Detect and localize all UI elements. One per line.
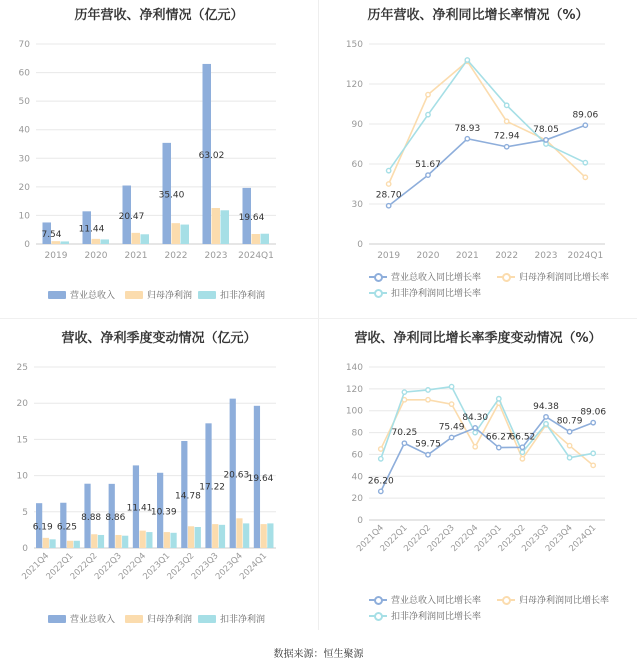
data-point [426, 398, 430, 402]
x-tick-label: 2024Q1 [238, 551, 270, 582]
data-point [449, 402, 453, 406]
y-tick-label: 60 [351, 160, 363, 170]
data-point [426, 173, 430, 177]
legend-label: 营业总收入 [70, 615, 116, 625]
data-point [544, 415, 548, 419]
x-tick-label: 2023Q2 [165, 551, 197, 582]
legend-item[interactable] [369, 593, 481, 606]
data-label: 14.78 [175, 491, 201, 502]
data-label: 70.25 [391, 428, 418, 439]
x-tick-label: 2021Q4 [354, 523, 386, 554]
chart-legend [0, 612, 318, 628]
bar [261, 524, 267, 548]
data-point [504, 119, 508, 123]
x-tick-label: 2024Q1 [238, 251, 274, 261]
data-point [583, 123, 587, 127]
data-point [583, 175, 587, 179]
data-point [465, 137, 469, 141]
bar [74, 541, 80, 548]
data-point [520, 457, 524, 461]
y-tick-label: 0 [24, 240, 30, 250]
legend-swatch [497, 595, 515, 605]
data-label: 11.41 [126, 503, 153, 514]
data-point [426, 112, 430, 116]
data-label: 66.52 [509, 432, 536, 443]
data-point [591, 463, 595, 467]
data-source-note: 数据来源：恒生聚源 [273, 649, 364, 660]
legend-swatch [48, 291, 66, 299]
bar [146, 532, 152, 548]
bar [261, 234, 270, 244]
data-label: 19.64 [238, 212, 265, 223]
x-tick-label: 2019 [377, 251, 401, 261]
data-label: 78.93 [454, 123, 481, 134]
legend-label: 扣非净利润同比增长率 [391, 612, 482, 622]
chart-plot [319, 0, 637, 270]
data-point [591, 420, 595, 424]
chart-title: 营收、净利季度变动情况（亿元） [61, 331, 257, 346]
bar [132, 233, 141, 244]
data-label: 94.38 [533, 401, 559, 412]
data-label: 8.86 [105, 512, 126, 523]
legend-label: 营业总收入同比增长率 [391, 596, 482, 606]
y-tick-label: 60 [351, 450, 363, 461]
bar [141, 234, 150, 244]
bar [212, 524, 218, 548]
chart-plot [0, 319, 318, 609]
y-tick-label: 0 [22, 544, 28, 554]
bar [115, 535, 121, 548]
bar [67, 541, 73, 548]
legend-label: 营业总收入同比增长率 [391, 273, 482, 283]
data-point [402, 441, 406, 445]
y-tick-label: 30 [351, 200, 363, 210]
chart-quarterly-growth [319, 319, 637, 630]
bar [164, 532, 170, 548]
legend-label: 扣非净利润 [220, 291, 266, 301]
y-tick-label: 20 [351, 494, 363, 505]
chart-plot [319, 319, 637, 591]
data-point [583, 160, 587, 164]
x-tick-label: 2024Q1 [567, 523, 599, 554]
y-tick-label: 40 [351, 472, 363, 483]
data-point [379, 489, 383, 493]
y-tick-label: 120 [345, 384, 363, 395]
x-tick-label: 2023Q4 [543, 523, 575, 554]
y-tick-label: 30 [18, 154, 30, 165]
legend-label: 归母净利润 [147, 615, 193, 625]
data-point [473, 445, 477, 449]
x-tick-label: 2024Q1 [567, 251, 604, 261]
x-tick-label: 2020 [84, 251, 108, 261]
y-tick-label: 40 [18, 125, 30, 136]
bar [122, 536, 128, 548]
data-point [426, 388, 430, 392]
legend-label: 扣非净利润同比增长率 [391, 289, 482, 299]
x-tick-label: 2023Q2 [496, 523, 528, 554]
data-label: 28.70 [375, 190, 402, 201]
legend-label: 营业总收入 [70, 291, 116, 301]
y-tick-label: 100 [345, 406, 363, 417]
x-tick-label: 2023 [534, 251, 558, 261]
data-point [379, 457, 383, 461]
data-label: 80.79 [556, 416, 583, 427]
legend-swatch [369, 272, 387, 282]
y-tick-label: 10 [16, 471, 28, 482]
data-point [473, 430, 477, 434]
bar [172, 223, 181, 244]
y-tick-label: 120 [345, 80, 363, 90]
data-point [544, 138, 548, 142]
legend-label: 归母净利润同比增长率 [519, 596, 610, 606]
data-point [497, 396, 501, 400]
x-tick-label: 2022Q4 [449, 523, 481, 554]
bar [101, 239, 110, 244]
data-label: 20.47 [118, 211, 145, 222]
data-point [402, 390, 406, 394]
y-tick-label: 25 [16, 363, 28, 373]
data-label: 11.44 [78, 224, 105, 235]
legend-item[interactable] [369, 270, 481, 283]
y-tick-label: 0 [357, 516, 363, 526]
data-point [504, 145, 508, 149]
bar [43, 538, 49, 548]
data-label: 19.64 [247, 473, 274, 484]
chart-title: 营收、净利同比增长率季度变动情况（%） [354, 331, 602, 346]
legend-swatch [198, 615, 216, 623]
data-label: 84.30 [462, 412, 489, 423]
bar [170, 533, 176, 548]
legend-label: 归母净利润 [147, 291, 193, 301]
legend-item[interactable] [369, 609, 481, 622]
bar [188, 526, 194, 548]
data-label: 17.22 [199, 482, 226, 493]
chart-legend [319, 270, 637, 304]
data-point [386, 168, 390, 172]
bar [236, 518, 242, 548]
data-point [567, 456, 571, 460]
bar [98, 535, 104, 548]
bar [252, 234, 261, 244]
data-point [504, 103, 508, 107]
data-point [449, 435, 453, 439]
x-tick-label: 2022 [495, 251, 519, 261]
y-tick-label: 60 [18, 68, 30, 79]
legend-item[interactable] [497, 593, 609, 606]
x-tick-label: 2022Q2 [68, 551, 100, 582]
legend-label: 归母净利润同比增长率 [519, 273, 610, 283]
data-label: 51.67 [415, 160, 441, 171]
y-tick-label: 20 [16, 399, 28, 410]
data-point [426, 92, 430, 96]
x-tick-label: 2022Q3 [425, 523, 457, 554]
legend-item[interactable] [125, 288, 192, 301]
data-point [386, 182, 390, 186]
chart-annual-revenue-profit [0, 0, 318, 318]
chart-legend [319, 593, 637, 627]
bar [49, 539, 55, 548]
data-point [426, 453, 430, 457]
x-tick-label: 2022Q3 [92, 551, 124, 582]
legend-item[interactable] [497, 270, 609, 283]
legend-item[interactable] [198, 288, 265, 301]
data-label: 6.19 [32, 522, 53, 533]
legend-item[interactable] [48, 612, 115, 625]
chart-quarterly-revenue-profit [0, 319, 318, 630]
x-tick-label: 2022Q2 [402, 523, 434, 554]
legend-swatch [125, 615, 143, 623]
data-label: 20.63 [223, 470, 250, 481]
data-label: 89.06 [572, 110, 599, 121]
data-point [473, 426, 477, 430]
bar [243, 523, 249, 548]
chart-title: 历年营收、净利同比增长率情况（%） [367, 8, 589, 23]
bar [61, 241, 70, 244]
data-label: 6.25 [56, 522, 77, 533]
legend-item[interactable] [125, 612, 192, 625]
data-point [520, 450, 524, 454]
x-tick-label: 2023Q4 [213, 551, 245, 582]
data-label: 10.39 [150, 507, 177, 518]
data-label: 63.02 [198, 150, 225, 161]
bar [52, 241, 61, 244]
x-tick-label: 2023Q1 [141, 551, 173, 582]
data-label: 75.49 [438, 422, 465, 433]
y-tick-label: 0 [357, 240, 363, 250]
bar [195, 527, 201, 548]
x-tick-label: 2022Q1 [378, 523, 410, 554]
y-tick-label: 10 [18, 211, 30, 222]
legend-label: 扣非净利润 [220, 615, 266, 625]
x-tick-label: 2023Q1 [472, 523, 504, 554]
x-tick-label: 2020 [416, 251, 440, 261]
bar [140, 531, 146, 548]
y-tick-label: 5 [22, 507, 28, 518]
x-tick-label: 2022Q4 [117, 551, 149, 582]
legend-swatch [369, 288, 387, 298]
y-tick-label: 20 [18, 182, 30, 193]
data-label: 7.54 [41, 230, 62, 241]
data-point [465, 58, 469, 62]
data-label: 35.40 [158, 190, 185, 201]
legend-swatch [198, 291, 216, 299]
legend-item[interactable] [198, 612, 265, 625]
data-point [567, 430, 571, 434]
data-label: 8.88 [81, 512, 102, 523]
legend-swatch [369, 611, 387, 621]
chart-title: 历年营收、净利情况（亿元） [74, 8, 244, 23]
y-tick-label: 80 [351, 428, 363, 439]
data-point [544, 422, 548, 426]
data-point [386, 204, 390, 208]
y-tick-label: 90 [351, 120, 363, 130]
y-tick-label: 140 [345, 363, 363, 373]
x-tick-label: 2023Q3 [189, 551, 221, 582]
bar [219, 525, 225, 548]
chart-annual-growth [319, 0, 637, 318]
legend-swatch [497, 272, 515, 282]
chart-legend [0, 288, 318, 308]
x-tick-label: 2019 [44, 251, 68, 261]
x-tick-label: 2021 [455, 251, 479, 261]
data-label: 72.94 [493, 131, 520, 142]
bar [91, 534, 97, 548]
legend-item[interactable] [48, 288, 115, 301]
data-point [449, 384, 453, 388]
chart-plot [0, 0, 318, 275]
bar [92, 239, 101, 244]
x-tick-label: 2021 [124, 251, 148, 261]
data-point [497, 445, 501, 449]
legend-swatch [48, 615, 66, 623]
data-label: 66.27 [485, 432, 512, 443]
legend-swatch [369, 595, 387, 605]
data-label: 59.75 [415, 439, 441, 450]
x-tick-label: 2021Q4 [20, 551, 52, 582]
x-tick-label: 2022Q1 [44, 551, 76, 582]
data-label: 78.05 [533, 124, 559, 135]
bar [221, 210, 230, 244]
data-point [567, 443, 571, 447]
data-label: 26.20 [367, 476, 394, 487]
data-point [591, 451, 595, 455]
x-tick-label: 2023Q3 [520, 523, 552, 554]
y-tick-label: 15 [16, 435, 28, 446]
bar [181, 225, 190, 244]
data-point [379, 447, 383, 451]
y-tick-label: 150 [345, 40, 363, 50]
legend-item[interactable] [369, 286, 481, 299]
legend-swatch [125, 291, 143, 299]
y-tick-label: 50 [18, 97, 30, 108]
y-tick-label: 70 [18, 40, 30, 50]
bar [212, 208, 221, 244]
data-point [520, 445, 524, 449]
data-label: 89.06 [580, 407, 607, 418]
bar [267, 523, 273, 548]
x-tick-label: 2022 [164, 251, 188, 261]
x-tick-label: 2023 [204, 251, 228, 261]
